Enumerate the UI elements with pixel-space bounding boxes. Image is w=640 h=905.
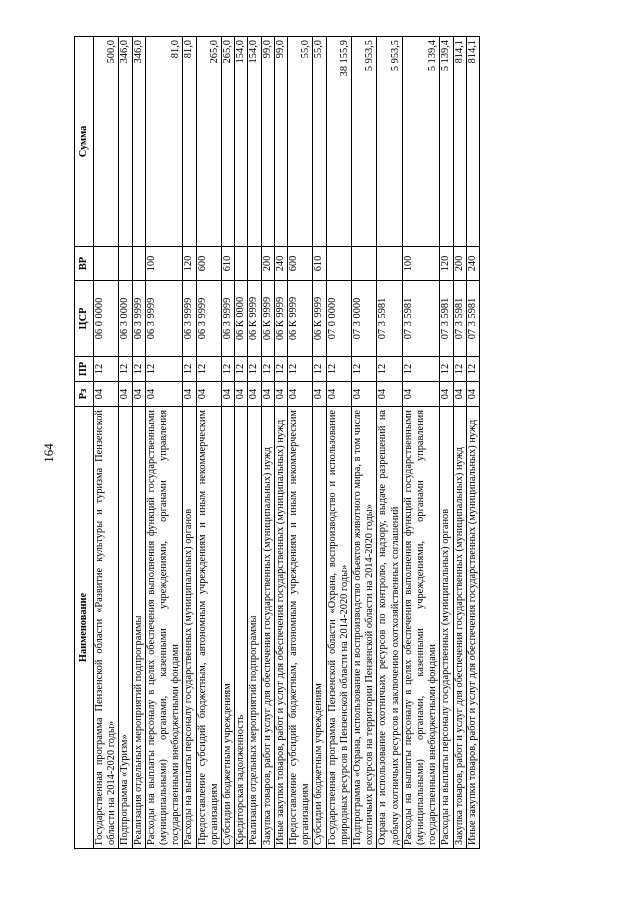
- table-row: [326, 37, 351, 849]
- table-row: [288, 37, 313, 849]
- cell-csr: 07 3 5981: [402, 281, 440, 357]
- table-row: [274, 37, 287, 849]
- cell-name: Государственная программа Пензенской области «Охрана, воспроизводство и использование природных ресурсов в Пензенской области на 2014-2020 годы»: [326, 407, 351, 849]
- cell-vr: [132, 247, 145, 281]
- cell-csr: 07 3 0000: [352, 281, 377, 357]
- cell-csr: 06 К 9999: [274, 281, 287, 357]
- cell-sum: 500,0: [94, 37, 119, 247]
- cell-rz: 04: [222, 382, 235, 407]
- cell-sum: 814,1: [466, 37, 479, 247]
- cell-rz: 04: [453, 382, 466, 407]
- table-row: [261, 37, 274, 849]
- cell-csr: 06 3 9999: [196, 281, 221, 357]
- cell-rz: 04: [183, 382, 196, 407]
- cell-rz: 04: [196, 382, 221, 407]
- page-number: 164: [41, 443, 56, 463]
- cell-rz: 04: [440, 382, 453, 407]
- cell-name: Предоставление субсидий бюджетным, автономным учреждениям и иным некоммерческим организациям: [288, 407, 313, 849]
- cell-pr: 12: [440, 357, 453, 382]
- cell-vr: 240: [466, 247, 479, 281]
- cell-pr: 12: [235, 357, 248, 382]
- cell-csr: 06 3 9999: [132, 281, 145, 357]
- cell-vr: 120: [183, 247, 196, 281]
- table-row: [352, 37, 377, 849]
- header-rz: Рз: [75, 382, 94, 407]
- cell-sum: 55,0: [313, 37, 326, 247]
- table-row: [402, 37, 440, 849]
- cell-pr: 12: [313, 357, 326, 382]
- cell-rz: 04: [248, 382, 261, 407]
- cell-csr: 06 К 9999: [288, 281, 313, 357]
- table-row: [132, 37, 145, 849]
- cell-rz: 04: [326, 382, 351, 407]
- cell-name: Расходы на выплаты персоналу государственных (муниципальных) органов: [183, 407, 196, 849]
- cell-vr: 120: [440, 247, 453, 281]
- cell-vr: 600: [196, 247, 221, 281]
- cell-name: Закупка товаров, работ и услуг для обеспечения государственных (муниципальных) нужд: [453, 407, 466, 849]
- table-row: [440, 37, 453, 849]
- budget-table: [74, 36, 480, 849]
- cell-rz: 04: [94, 382, 119, 407]
- cell-rz: 04: [235, 382, 248, 407]
- cell-csr: 06 3 9999: [222, 281, 235, 357]
- cell-pr: 12: [196, 357, 221, 382]
- cell-csr: 07 3 5981: [440, 281, 453, 357]
- cell-vr: 610: [313, 247, 326, 281]
- cell-rz: 04: [119, 382, 132, 407]
- cell-rz: 04: [466, 382, 479, 407]
- cell-csr: 07 3 5981: [466, 281, 479, 357]
- cell-vr: 610: [222, 247, 235, 281]
- cell-sum: 38 155,9: [326, 37, 351, 247]
- table-row: [453, 37, 466, 849]
- cell-sum: 346,0: [132, 37, 145, 247]
- cell-rz: 04: [274, 382, 287, 407]
- cell-vr: [377, 247, 402, 281]
- rotated-table-container: [74, 37, 544, 849]
- cell-csr: 06 К 9999: [313, 281, 326, 357]
- cell-pr: 12: [453, 357, 466, 382]
- header-vr: ВР: [75, 247, 94, 281]
- cell-name: Подпрограмма «Охрана, использование и воспроизводство объектов животного мира, в том числе охотничьих ресурсов на территории Пензенской области на 2014-2020 годы»: [352, 407, 377, 849]
- cell-name: Расходы на выплаты персоналу государственных (муниципальных) органов: [440, 407, 453, 849]
- cell-rz: 04: [313, 382, 326, 407]
- cell-vr: 100: [145, 247, 183, 281]
- cell-pr: 12: [222, 357, 235, 382]
- cell-csr: 06 3 9999: [145, 281, 183, 357]
- cell-sum: 81,0: [145, 37, 183, 247]
- cell-sum: 154,0: [235, 37, 248, 247]
- cell-vr: [352, 247, 377, 281]
- cell-sum: 81,0: [183, 37, 196, 247]
- cell-sum: 265,0: [222, 37, 235, 247]
- cell-csr: 07 3 5981: [453, 281, 466, 357]
- cell-name: Расходы на выплаты персоналу в целях обеспечения выполнения функций государственными (муниципальными) органами, казенными учреждениями, органами управления государственными внебюджетными фондами: [145, 407, 183, 849]
- cell-sum: 346,0: [119, 37, 132, 247]
- cell-rz: 04: [402, 382, 440, 407]
- cell-name: Закупка товаров, работ и услуг для обеспечения государственных (муниципальных) нужд: [261, 407, 274, 849]
- cell-pr: 12: [377, 357, 402, 382]
- cell-vr: [248, 247, 261, 281]
- table-row: [119, 37, 132, 849]
- cell-rz: 04: [352, 382, 377, 407]
- cell-pr: 12: [248, 357, 261, 382]
- header-name: Наименование: [75, 407, 94, 849]
- cell-csr: 06 0 0000: [94, 281, 119, 357]
- cell-sum: 5 139,4: [440, 37, 453, 247]
- cell-name: Кредиторская задолженность: [235, 407, 248, 849]
- cell-vr: 200: [261, 247, 274, 281]
- cell-sum: 265,0: [196, 37, 221, 247]
- cell-sum: 814,1: [453, 37, 466, 247]
- cell-csr: 07 0 0000: [326, 281, 351, 357]
- cell-pr: 12: [261, 357, 274, 382]
- cell-name: Иные закупки товаров, работ и услуг для обеспечения государственных (муниципальных) нужд: [274, 407, 287, 849]
- cell-vr: 600: [288, 247, 313, 281]
- cell-vr: [119, 247, 132, 281]
- cell-sum: 154,0: [248, 37, 261, 247]
- cell-csr: 06 3 9999: [183, 281, 196, 357]
- table-row: [222, 37, 235, 849]
- cell-vr: [94, 247, 119, 281]
- cell-pr: 12: [183, 357, 196, 382]
- cell-csr: 06 К 0000: [235, 281, 248, 357]
- cell-csr: 06 3 0000: [119, 281, 132, 357]
- cell-vr: 100: [402, 247, 440, 281]
- cell-csr: 06 К 9999: [261, 281, 274, 357]
- header-csr: ЦСР: [75, 281, 94, 357]
- cell-csr: 06 К 9999: [248, 281, 261, 357]
- cell-pr: 12: [352, 357, 377, 382]
- cell-vr: [235, 247, 248, 281]
- cell-name: Государственная программа Пензенской области «Развитие культуры и туризма Пензенской области на 2014-2020 годы»: [94, 407, 119, 849]
- table-row: [313, 37, 326, 849]
- cell-name: Субсидии бюджетным учреждениям: [222, 407, 235, 849]
- cell-name: Расходы на выплаты персоналу в целях обеспечения выполнения функций государственными (муниципальными) органами, казенными учреждениями, органами управления государственными внебюджетными фондами: [402, 407, 440, 849]
- cell-vr: [326, 247, 351, 281]
- cell-csr: 07 3 5981: [377, 281, 402, 357]
- cell-sum: 99,0: [261, 37, 274, 247]
- cell-name: Субсидии бюджетным учреждениям: [313, 407, 326, 849]
- cell-name: Реализация отдельных мероприятий подпрограммы: [248, 407, 261, 849]
- table-row: [196, 37, 221, 849]
- cell-vr: 200: [453, 247, 466, 281]
- cell-pr: 12: [274, 357, 287, 382]
- cell-pr: 12: [466, 357, 479, 382]
- cell-rz: 04: [132, 382, 145, 407]
- header-pr: ПР: [75, 357, 94, 382]
- cell-pr: 12: [94, 357, 119, 382]
- cell-rz: 04: [145, 382, 183, 407]
- table-row: [248, 37, 261, 849]
- cell-pr: 12: [145, 357, 183, 382]
- cell-pr: 12: [326, 357, 351, 382]
- cell-rz: 04: [288, 382, 313, 407]
- cell-name: Охрана и использование охотничьих ресурсов по контролю, надзору, выдаче разрешений на добычу охотничьих ресурсов и заключению охотхозяйственных соглашений: [377, 407, 402, 849]
- cell-sum: 99,0: [274, 37, 287, 247]
- cell-pr: 12: [402, 357, 440, 382]
- cell-vr: 240: [274, 247, 287, 281]
- cell-rz: 04: [377, 382, 402, 407]
- table-row: [145, 37, 183, 849]
- header-sum: Сумма: [75, 37, 94, 247]
- cell-sum: 55,0: [288, 37, 313, 247]
- cell-name: Иные закупки товаров, работ и услуг для обеспечения государственных (муниципальных) нужд: [466, 407, 479, 849]
- cell-name: Подпрограмма «Туризм»: [119, 407, 132, 849]
- cell-rz: 04: [261, 382, 274, 407]
- cell-name: Реализация отдельных мероприятий подпрограммы: [132, 407, 145, 849]
- table-row: [94, 37, 119, 849]
- cell-pr: 12: [119, 357, 132, 382]
- cell-name: Предоставление субсидий бюджетным, автономным учреждениям и иным некоммерческим организациям: [196, 407, 221, 849]
- cell-sum: 5 953,5: [352, 37, 377, 247]
- cell-sum: 5 139,4: [402, 37, 440, 247]
- cell-pr: 12: [288, 357, 313, 382]
- table-body: [94, 37, 480, 849]
- table-row: [377, 37, 402, 849]
- cell-sum: 5 953,5: [377, 37, 402, 247]
- header-row: [75, 37, 94, 849]
- table-row: [183, 37, 196, 849]
- cell-pr: 12: [132, 357, 145, 382]
- table-row: [235, 37, 248, 849]
- table-row: [466, 37, 479, 849]
